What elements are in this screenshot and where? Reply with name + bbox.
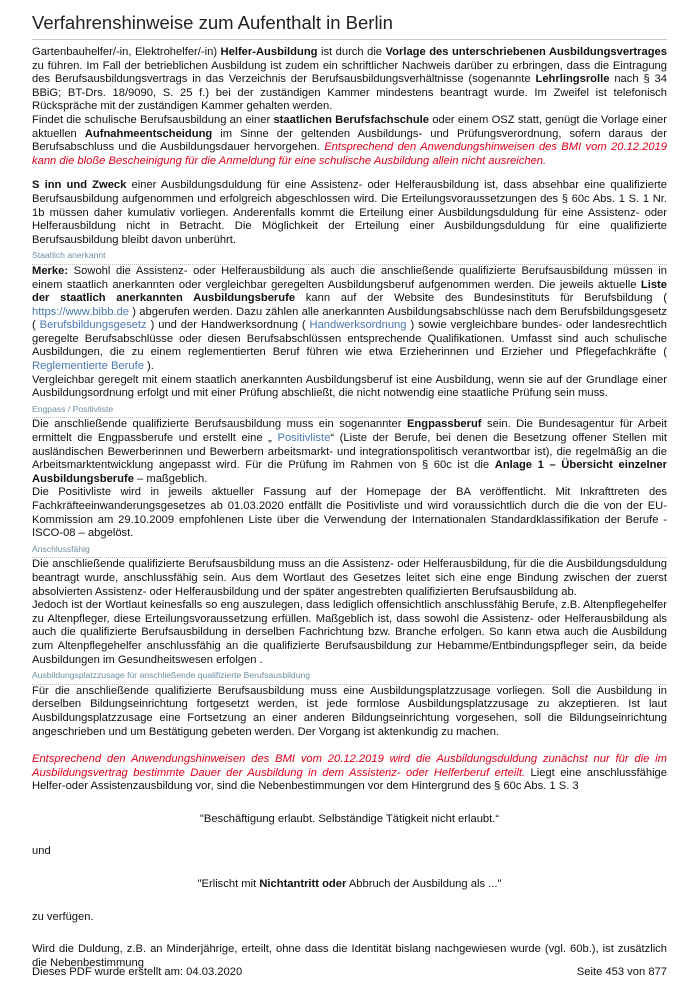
- bmi-note: Entsprechend den Anwendungshinweisen des BMI vom 20.12.2019 kann die bloße Bescheinigung für die Anmeldung für eine schulische Ausbildung allein nicht ausreichen.: [32, 141, 667, 167]
- zusage-paragraph-1: Für die anschließende qualifizierte Berufsausbildung muss eine Ausbildungsplatzzusage vorliegen. Soll die Ausbildung in derselben Bildungseinrichtung fortgesetzt werden, ist jede formlose Ausbildungsplatzzusage zu akzeptieren. Ist laut Ausbildungsplatzzusage eine Fortsetzung an einer anderen Bildungseinrichtung vorgesehen, soll die Bildungseinrichtung angeschrieben und um Bestätigung gebeten werden. Der Vorgang ist aktenkundig zu machen.: [32, 684, 667, 738]
- section-heading-zusage: Ausbildungsplatzzusage für anschließende qualifizierte Berufsausbildung: [32, 669, 667, 685]
- intro-paragraph-1: Gartenbauhelfer/-in, Elektrohelfer/-in) Helfer-Ausbildung ist durch die Vorlage des unterschriebenen Ausbildungsvertrages zu führen. Im Fall der betrieblichen Ausbildung ist zudem ein schriftlicher Nachweis darüber zu erbringen, dass die Eintragung des Berufsausbildungsvertrags in das Verzeichnis der Berufsausbildungsverhältnisse (sogenannte Lehrlingsrolle nach § 34 BBiG; BT-Drs. 18/9090, S. 25 f.) bei der zuständigen Kammer mindestens beantragt wurde. Im Zweifel ist telefonisch Rückspräche mit der zuständigen Kammer gehalten werden.: [32, 46, 667, 113]
- engpass-paragraph-2: Die Positivliste wird in jeweils aktueller Fassung auf der Homepage der BA veröffentlicht. Mit Inkrafttreten des Fachkräfteeinwanderungsgesetzes ab 01.03.2020 entfällt die Positivliste und wird voraussichtlich durch die die von der EU-Kommission am 29.10.2009 empfohlenen Liste über die Verwendung der Internationalen Standardklassifikation der Berufe - ISCO-08 – abgelöst.: [32, 486, 667, 540]
- section-heading-anschluss: Anschlussfähig: [32, 543, 667, 559]
- nebenbestimmung-quote-2: "Erlischt mit Nichtantritt oder Abbruch der Ausbildung als ...": [197, 878, 502, 891]
- staatlich-paragraph-2: Vergleichbar geregelt mit einem staatlich anerkannten Ausbildungsberuf ist eine Ausbildung, wenn sie auf der Grundlage einer Ausbildungsordnung erfolgt und mit einer Prüfung abschließt, die nicht notwendig eine staatliche Prüfung sein muss.: [32, 373, 667, 400]
- link-handwerksordnung[interactable]: Handwerksordnung: [309, 319, 407, 332]
- link-bibb[interactable]: https://www.bibb.de: [32, 305, 130, 318]
- link-positivliste[interactable]: Positivliste: [277, 432, 331, 445]
- bmi-note-2: Entsprechend den Anwendungshinweisen des BMI vom 20.12.2019 wird die Ausbildungsduldung zunächst nur für die im Ausbildungsvertrag bestimmte Dauer der Ausbildung in dem Assistenz- oder Helferberuf erteilt.: [32, 753, 667, 779]
- verfuegen-text: zu verfügen.: [32, 910, 94, 923]
- und-text: und: [32, 845, 51, 858]
- link-reglementierte-berufe[interactable]: Reglementierte Berufe: [32, 360, 144, 373]
- anschluss-paragraph-2: Jedoch ist der Wortlaut keinesfalls so eng auszulegen, dass lediglich offensichtlich anschlussfähig Berufe, z.B. Altenpflegehelfer zu Altenpfleger, diese Erteilungsvoraussetzung erfüllen. Maßgeblich ist, dass sowohl die Assistenz- oder Helferausbildung als auch die qualifizierte Berufsausbildung in derselben Fachrichtung bzw. Branche erfolgen. So kann etwa auch die Ausbildung zum Altenpflegehelfer anschlussfähig an die qualifizierte Berufsausbildung zur Hebamme/Entbindungspfleger sein, da beide Ausbildungen im Gesundheitswesen erfolgen .: [32, 599, 667, 666]
- page-footer: [32, 966, 667, 978]
- staatlich-paragraph-1: Merke: Sowohl die Assistenz- oder Helferausbildung als auch die anschließende qualifizierte Berufsausbildung müssen in einem staatlich anerkannten oder vergleichbar geregelten Ausbildungsberuf aufgenommen werden. Die jeweils aktuelle Liste der staatlich anerkannten Ausbildungsberufe kann auf der Website des Bundesinstituts für Berufsbildung ( https://www.bibb.de ) abgerufen werden. Dazu zählen alle anerkannten Ausbildungsabschlüsse nach dem Berufsbildungsgesetz ( Berufsbildungsgesetz ) und der Handwerksordnung ( Handwerksordnung ) sowie vergleichbare bundes- oder landesrechtlich geregelte Berufsabschlüsse oder diesen Berufsabschlüssen entsprechende Qualifikationen. Umfasst sind auch schulische Ausbildungen, die zu einem reglementierten Beruf führen wie etwa Erzieherinnen und Erzieher und Pflegefachkräfte ( Reglementierte Berufe ).: [32, 264, 667, 373]
- last-paragraph: Wird die Duldung, z.B. an Minderjährige, erteilt, ohne dass die Identität bislang nachgewiesen wurde (vgl. 60b.), ist zusätzlich die Nebenbestimmung: [32, 943, 667, 969]
- link-berufsbildungsgesetz[interactable]: Berufsbildungsgesetz: [39, 319, 147, 332]
- page-number: Seite 453 von 877: [576, 966, 667, 978]
- created-date: Dieses PDF wurde erstellt am: 04.03.2020: [32, 966, 243, 978]
- closing-paragraph: Entsprechend den Anwendungshinweisen des BMI vom 20.12.2019 wird die Ausbildungsduldung zunächst nur für die im Ausbildungsvertrag bestimmte Dauer der Ausbildung in dem Assistenz- oder Helferberuf erteilt. Liegt eine anschlussfähige Helfer-oder Assistenzausbildung vor, sind die Nebenbestimmungen vor dem Hintergrund des § 60c Abs. 1 S. 3: [32, 753, 667, 793]
- intro-paragraph-3: S inn und Zweck einer Ausbildungsduldung für eine Assistenz- oder Helferausbildung ist, dass absehbar eine qualifizierte Berufsausbildung aufgenommen und erfolgreich abgeschlossen wird. Die Erteilungsvoraussetzungen des § 60c Abs. 1 S. 1 Nr. 1b müssen daher kumulativ vorliegen. Anderenfalls kommt die Erteilung einer Ausbildungsduldung für eine Assistenz- oder Helferausbildung nicht in Betracht. Die Möglichkeit der Erteilung einer Ausbildungsduldung für eine qualifizierte Berufsausbildung bleibt davon unberührt.: [32, 179, 667, 246]
- page-title: Verfahrenshinweise zum Aufenthalt in Berlin: [32, 8, 667, 40]
- page: [32, 8, 667, 970]
- section-heading-staatlich: Staatlich anerkannt: [32, 249, 667, 265]
- intro-paragraph-2: Findet die schulische Berufsausbildung an einer staatlichen Berufsfachschule oder einem OSZ statt, genügt die Vorlage einer aktuellen Aufnahmeentscheidung im Sinne der geltenden Ausbildungs- und Prüfungsverordnung, sofern daraus der Berufsabschluss und die Ausbildungsdauer hervorgehen. Entsprechend den Anwendungshinweisen des BMI vom 20.12.2019 kann die bloße Bescheinigung für die Anmeldung für eine schulische Ausbildung allein nicht ausreichen.: [32, 113, 667, 167]
- nebenbestimmung-quote-1: "Beschäftigung erlaubt. Selbständige Tätigkeit nicht erlaubt.“: [199, 812, 500, 825]
- section-heading-engpass: Engpass / Positivliste: [32, 403, 667, 419]
- document-body: [32, 46, 667, 970]
- engpass-paragraph-1: Die anschließende qualifizierte Berufsausbildung muss ein sogenannter Engpassberuf sein. Die Bundesagentur für Arbeit ermittelt die Engpassberufe und erstellt eine „ Positivliste“ (Liste der Berufe, bei denen die Besetzung offener Stellen mit ausländischen Bewerberinnen und Bewerbern arbeitsmarkt- und integrationspolitisch verantwortbar ist), die regelmäßig an die Arbeitsmarktentwicklung angepasst wird. Für die Prüfung im Rahmen von § 60c ist die Anlage 1 – Übersicht einzelner Ausbildungsberufe – maßgeblich.: [32, 418, 667, 485]
- anschluss-paragraph-1: Die anschließende qualifizierte Berufsausbildung muss an die Assistenz- oder Helferausbildung, für die die Ausbildungsduldung beantragt wurde, anschlussfähig sein. Aus dem Wortlaut des Gesetzes leitet sich eine enge Bindung zwischen der zuerst absolvierten Assistenz- oder Helferausbildung und der später angestrebten qualifizierten Berufsausbildung ab.: [32, 558, 667, 598]
